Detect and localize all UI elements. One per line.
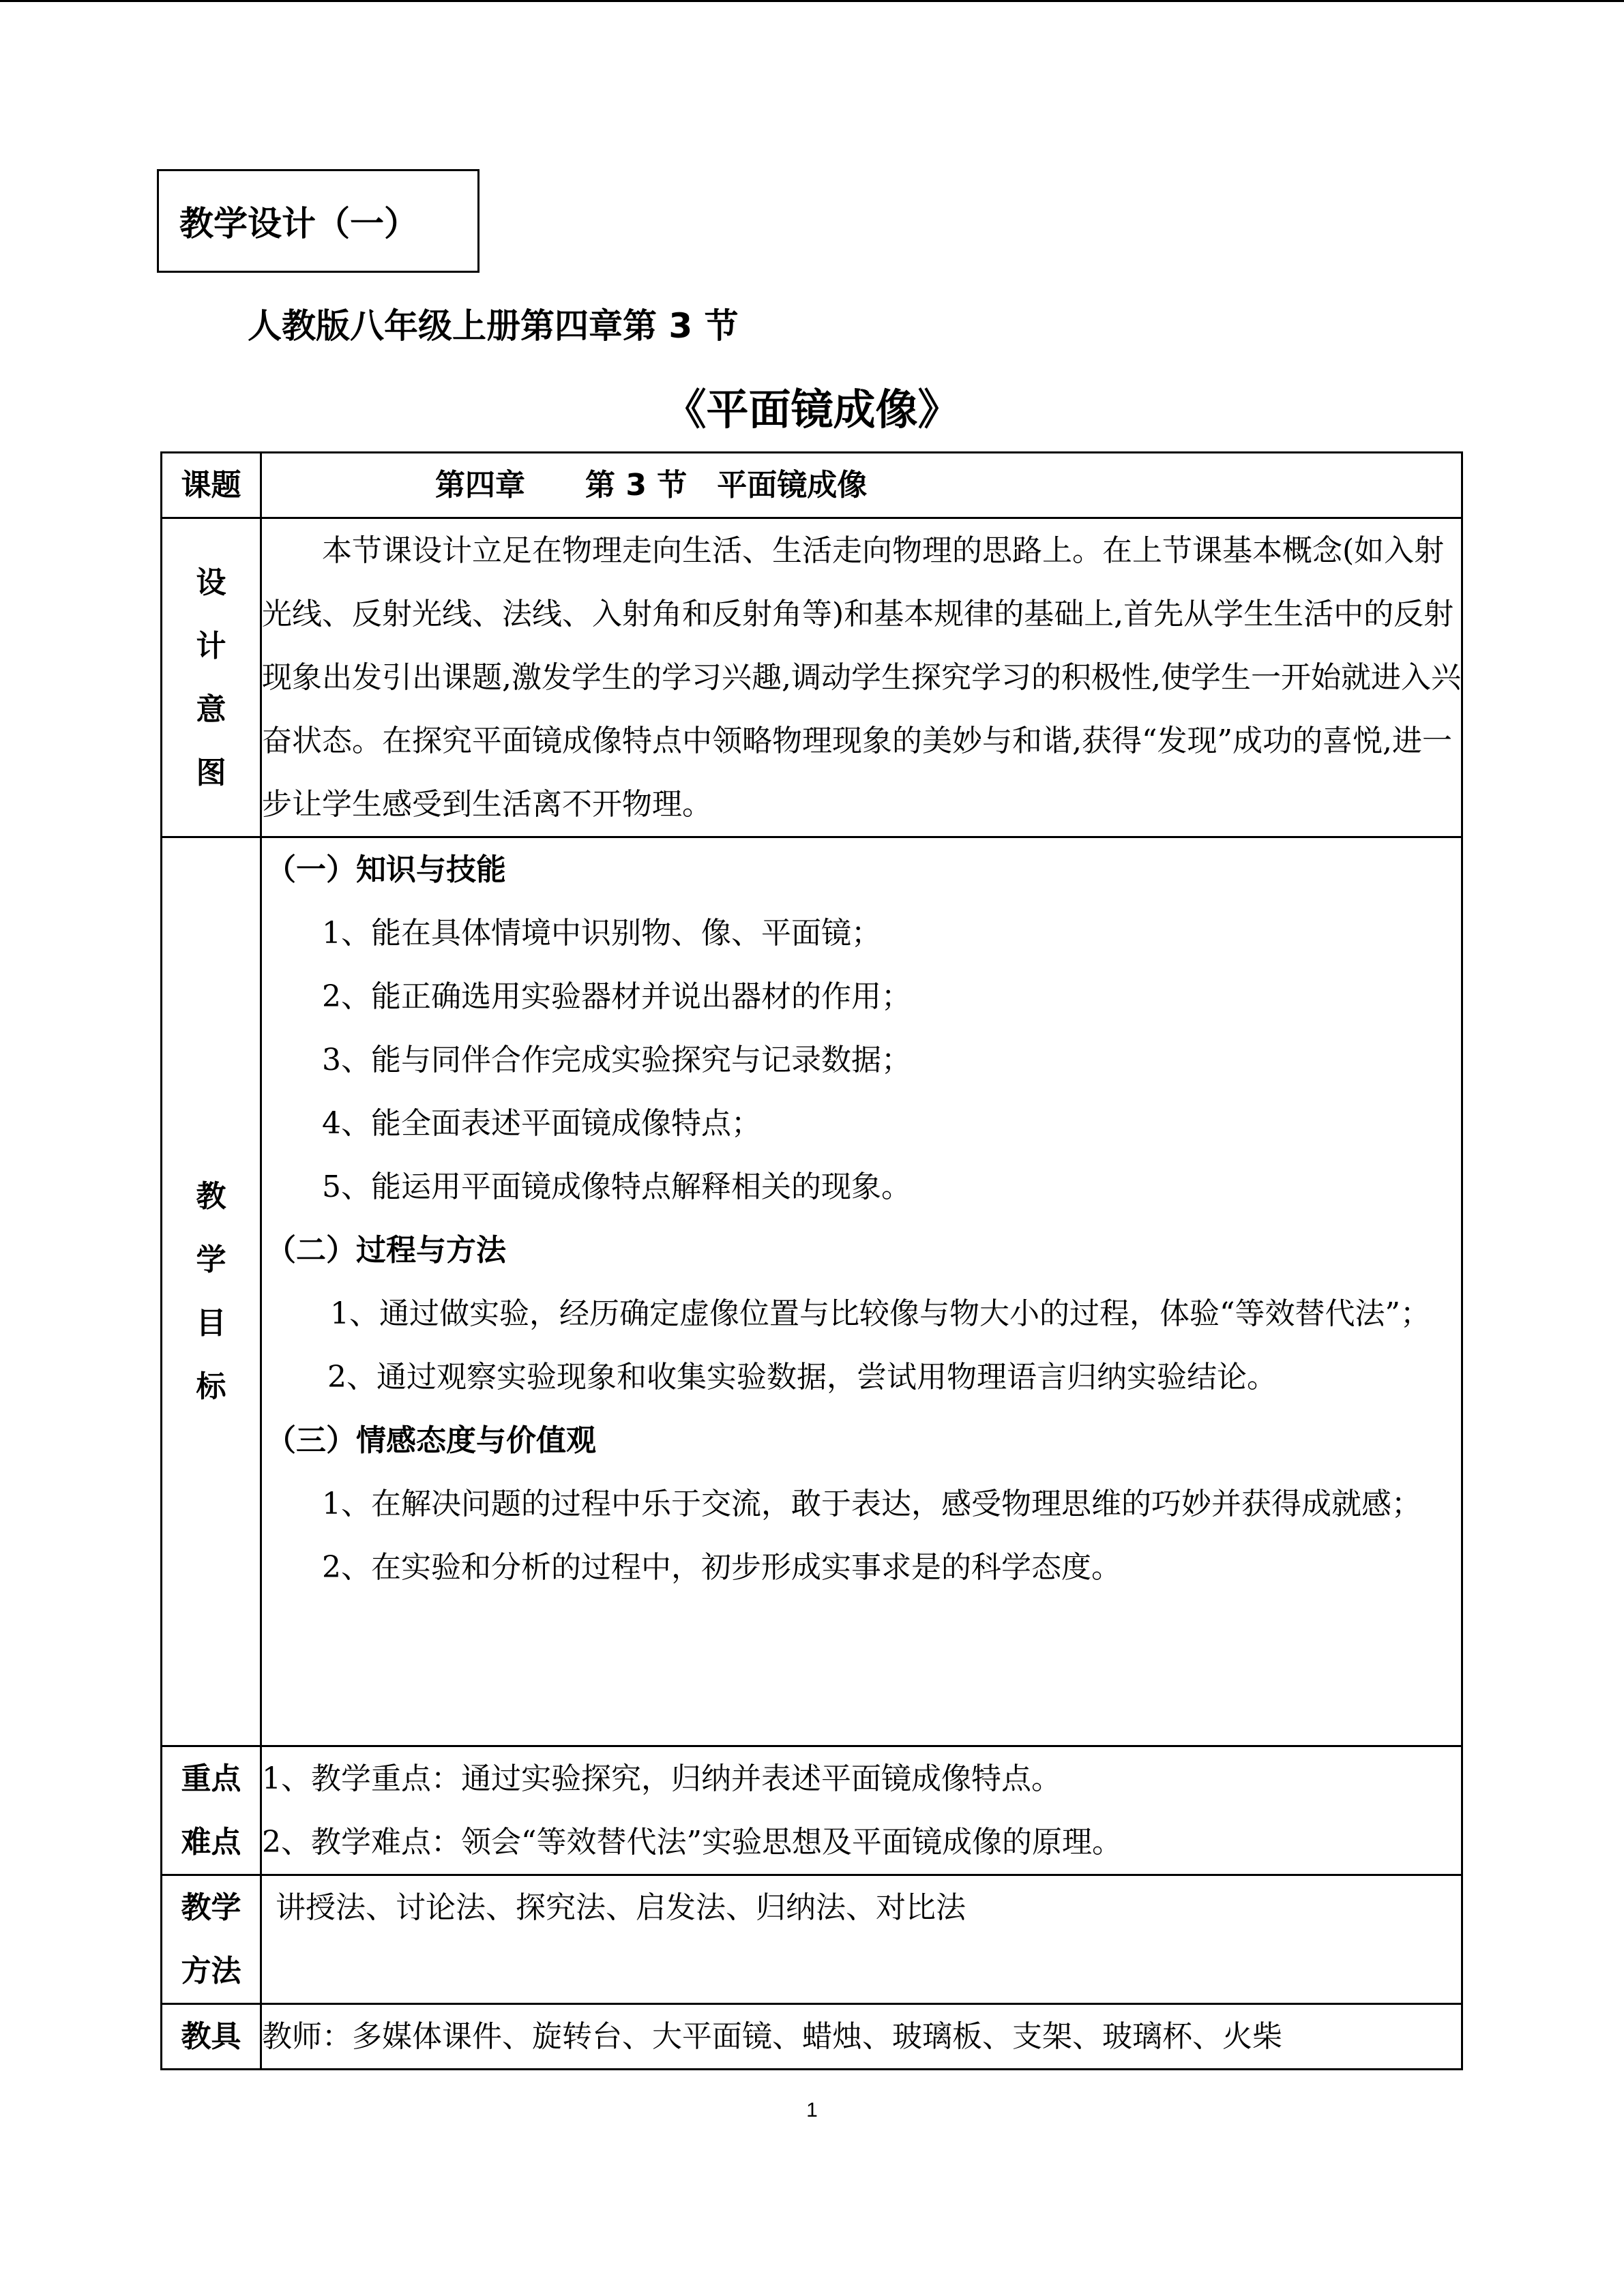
design-intent-label-char: 图 [196,755,226,790]
key-points-cell [261,1746,1462,1875]
methods-label [162,1875,261,2004]
design-intent-label-char: 意 [196,691,226,727]
methods-row [162,1875,1462,2004]
key-points-label-line: 难点 [181,1825,241,1860]
key-points-label [162,1746,261,1875]
process-heading: （二）过程与方法 [266,1233,506,1268]
design-label: 教学设计（一） [179,204,418,243]
attitude-item: 2、在实验和分析的过程中，初步形成实事求是的科学态度。 [322,1550,1121,1585]
topic-cell [261,453,1462,518]
process-item: 1、通过做实验，经历确定虚像位置与比较像与物大小的过程，体验“等效替代法”； [330,1296,1430,1331]
key-points-row [162,1746,1462,1875]
tools-row [162,2004,1462,2070]
knowledge-item: 1、能在具体情境中识别物、像、平面镜； [322,916,881,951]
key-point-item: 2、教学难点：领会“等效替代法”实验思想及平面镜成像的原理。 [262,1825,1122,1860]
knowledge-heading: （一）知识与技能 [266,852,506,887]
methods-label-line: 教学 [181,1890,241,1925]
objectives-label-char: 教 [196,1179,226,1214]
knowledge-item: 4、能全面表述平面镜成像特点； [322,1106,761,1141]
textbook-subtitle: 人教版八年级上册第四章第 3 节 [248,306,739,346]
methods-text: 讲授法、讨论法、探究法、启发法、归纳法、对比法 [276,1890,966,1925]
objectives-label-char: 目 [196,1306,226,1341]
design-intent-row [162,518,1462,837]
objectives-row [162,837,1462,1746]
knowledge-item: 5、能运用平面镜成像特点解释相关的现象。 [322,1169,911,1204]
process-item: 2、通过观察实验现象和收集实验数据，尝试用物理语言归纳实验结论。 [327,1360,1277,1395]
attitude-heading: （三）情感态度与价值观 [266,1423,596,1458]
objectives-label-char: 标 [196,1369,226,1404]
design-intent-text: 本节课设计立足在物理走向生活、生活走向物理的思路上。在上节课基本概念(如入射光线、反射光线、法线、入射角和反射角等)和基本规律的基础上,首先从学生生活中的反射现象出发引出课题,激发学生的学习兴趣,调动学生探究学习的积极性,使学生一开始就进入兴奋状态。在探究平面镜成像特点中领略物理现象的美妙与和谐,获得“发现”成功的喜悦,进一步让学生感受到生活离不开物理。 [262,533,1461,822]
design-intent-label [162,518,261,837]
knowledge-item: 2、能正确选用实验器材并说出器材的作用； [322,979,911,1014]
tools-cell [261,2004,1462,2070]
tools-label: 教具 [162,2004,261,2070]
methods-label-line: 方法 [181,1954,241,1988]
topic-label: 课题 [162,453,261,518]
design-intent-label-char: 设 [196,565,226,600]
lesson-title: 《平面镜成像》 [664,385,960,434]
key-points-label-line: 重点 [181,1761,241,1796]
methods-cell [261,1875,1462,2004]
page-number: 1 [806,2099,818,2121]
page-top-border [0,0,1624,2]
knowledge-item: 3、能与同伴合作完成实验探究与记录数据； [322,1043,911,1077]
key-point-item: 1、教学重点：通过实验探究，归纳并表述平面镜成像特点。 [262,1761,1061,1796]
objectives-label [162,837,261,1746]
attitude-item: 1、在解决问题的过程中乐于交流，敢于表达，感受物理思维的巧妙并获得成就感； [322,1487,1421,1521]
design-intent-label-char: 计 [196,628,226,664]
lesson-plan-table [160,451,1463,2070]
objectives-cell [261,837,1462,1746]
design-intent-cell [261,518,1462,837]
topic-row [162,453,1462,518]
topic-value: 第四章 第 3 节 平面镜成像 [435,468,868,503]
tools-text: 教师：多媒体课件、旋转台、大平面镜、蜡烛、玻璃板、支架、玻璃杯、火柴 [262,2019,1282,2054]
objectives-label-char: 学 [196,1242,226,1277]
design-label-box [157,169,479,273]
